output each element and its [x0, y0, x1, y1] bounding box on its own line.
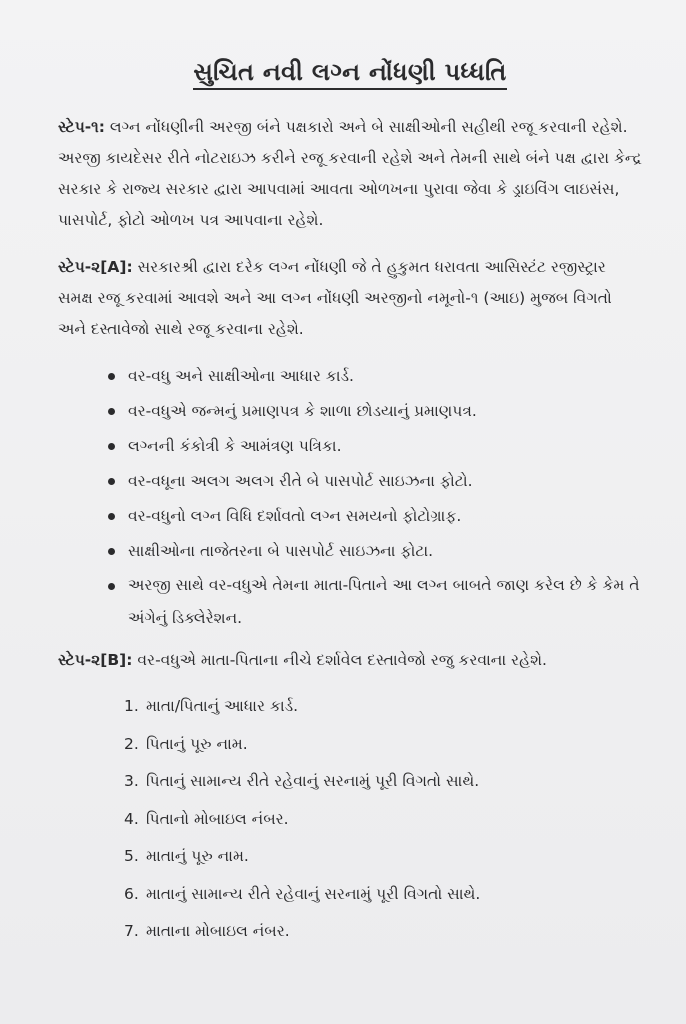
list-item: અરજી સાથે વર-વધુએ તેમના માતા-પિતાને આ લગ્ન બાબતે જાણ કરેલ છે કે કેમ તે અંગેનું ડિક્લેરેશન.: [128, 569, 642, 635]
step-2b-document-list: [58, 688, 642, 951]
list-number: 6.: [124, 884, 139, 903]
bullet-icon: [108, 583, 115, 590]
list-number: 7.: [124, 922, 139, 940]
step-2b-text: વર-વધુએ માતા-પિતાના નીચે દર્શાવેલ દસ્તાવેજો રજુ કરવાના રહેશે.: [132, 651, 547, 669]
step-2a-text: સરકારશ્રી દ્વારા દરેક લગ્ન નોંધણી જે તે હુકુમત ધરાવતા આસિસ્ટંટ રજીસ્ટ્રાર સમક્ષ રજૂ કરવામાં આવશે અને આ લગ્ન નોંધણી અરજીનો નમૂનો-૧ (આઇ) મુજબ વિગતો અને દસ્તાવેજો સાથે રજૂ કરવાના રહેશે.: [58, 258, 612, 338]
list-item: સાક્ષીઓના તાજેતરના બે પાસપોર્ટ સાઇઝના ફોટા.: [128, 534, 642, 569]
list-number: 5.: [124, 847, 139, 865]
page-title: [58, 58, 642, 86]
list-number: 3.: [124, 772, 139, 790]
list-item: 5. માતાનું પૂરુ નામ.: [124, 838, 642, 876]
bullet-icon: [108, 373, 115, 380]
step-1-text: લગ્ન નોંધણીની અરજી બંને પક્ષકારો અને બે સાક્ષીઓની સહીથી રજૂ કરવાની રહેશે. અરજી કાયદેસર રીતે નોટરાઇઝ કરીને રજૂ કરવાની રહેશે અને તેમની સાથે બંને પક્ષ દ્વારા કેન્દ્ર સરકાર કે રાજ્ય સરકાર દ્વારા આપવામાં આવતા ઓળખના પુરાવા જેવા કે ડ્રાઇવિંગ લાઇસંસ, પાસપોર્ટ, ફોટો ઓળખ પત્ર આપવાના રહેશે.: [58, 118, 642, 229]
bullet-icon: [108, 548, 115, 555]
list-item: વર-વધુએ જન્મનું પ્રમાણપત્ર કે શાળા છોડયાનું પ્રમાણપત્ર.: [128, 394, 642, 429]
list-item: વર-વધુ અને સાક્ષીઓના આધાર કાર્ડ.: [128, 359, 642, 394]
step-1-label: સ્ટેપ-૧:: [58, 118, 105, 136]
list-item: 6. માતાનું સામાન્ય રીતે રહેવાનું સરનામું પૂરી વિગતો સાથે.: [124, 876, 642, 914]
step-2a-paragraph: [58, 252, 642, 345]
list-number: 4.: [124, 809, 139, 828]
list-item: 3. પિતાનું સામાન્ય રીતે રહેવાનું સરનામું પૂરી વિગતો સાથે.: [124, 763, 642, 801]
list-item: 7. માતાના મોબાઇલ નંબર.: [124, 913, 642, 951]
page-title-text: સુચિત નવી લગ્ન નોંધણી પધ્ધતિ: [193, 58, 506, 90]
list-item: 4. પિતાનો મોબાઇલ નંબર.: [124, 801, 642, 839]
step-2a-document-list: [58, 359, 642, 635]
bullet-icon: [108, 408, 115, 415]
list-item: 2. પિતાનું પૂરુ નામ.: [124, 726, 642, 764]
list-number: 2.: [124, 734, 139, 753]
list-item: લગ્નની કંકોત્રી કે આમંત્રણ પત્રિકા.: [128, 429, 642, 464]
bullet-icon: [108, 513, 115, 520]
step-2a-label: સ્ટેપ-૨[A]:: [58, 258, 133, 276]
list-item: વર-વધૂના અલગ અલગ રીતે બે પાસપોર્ટ સાઇઝના ફોટો.: [128, 464, 642, 499]
step-1-paragraph: [58, 112, 642, 236]
list-item: વર-વધુનો લગ્ન વિધિ દર્શાવતો લગ્ન સમયનો ફોટોગ્રાફ.: [128, 499, 642, 534]
list-number: 1.: [124, 697, 139, 715]
list-item: 1. માતા/પિતાનું આધાર કાર્ડ.: [124, 688, 642, 726]
step-2b-paragraph: [58, 645, 642, 676]
step-2b-label: સ્ટેપ-૨[B]:: [58, 651, 133, 669]
bullet-icon: [108, 478, 115, 485]
bullet-icon: [108, 443, 115, 450]
